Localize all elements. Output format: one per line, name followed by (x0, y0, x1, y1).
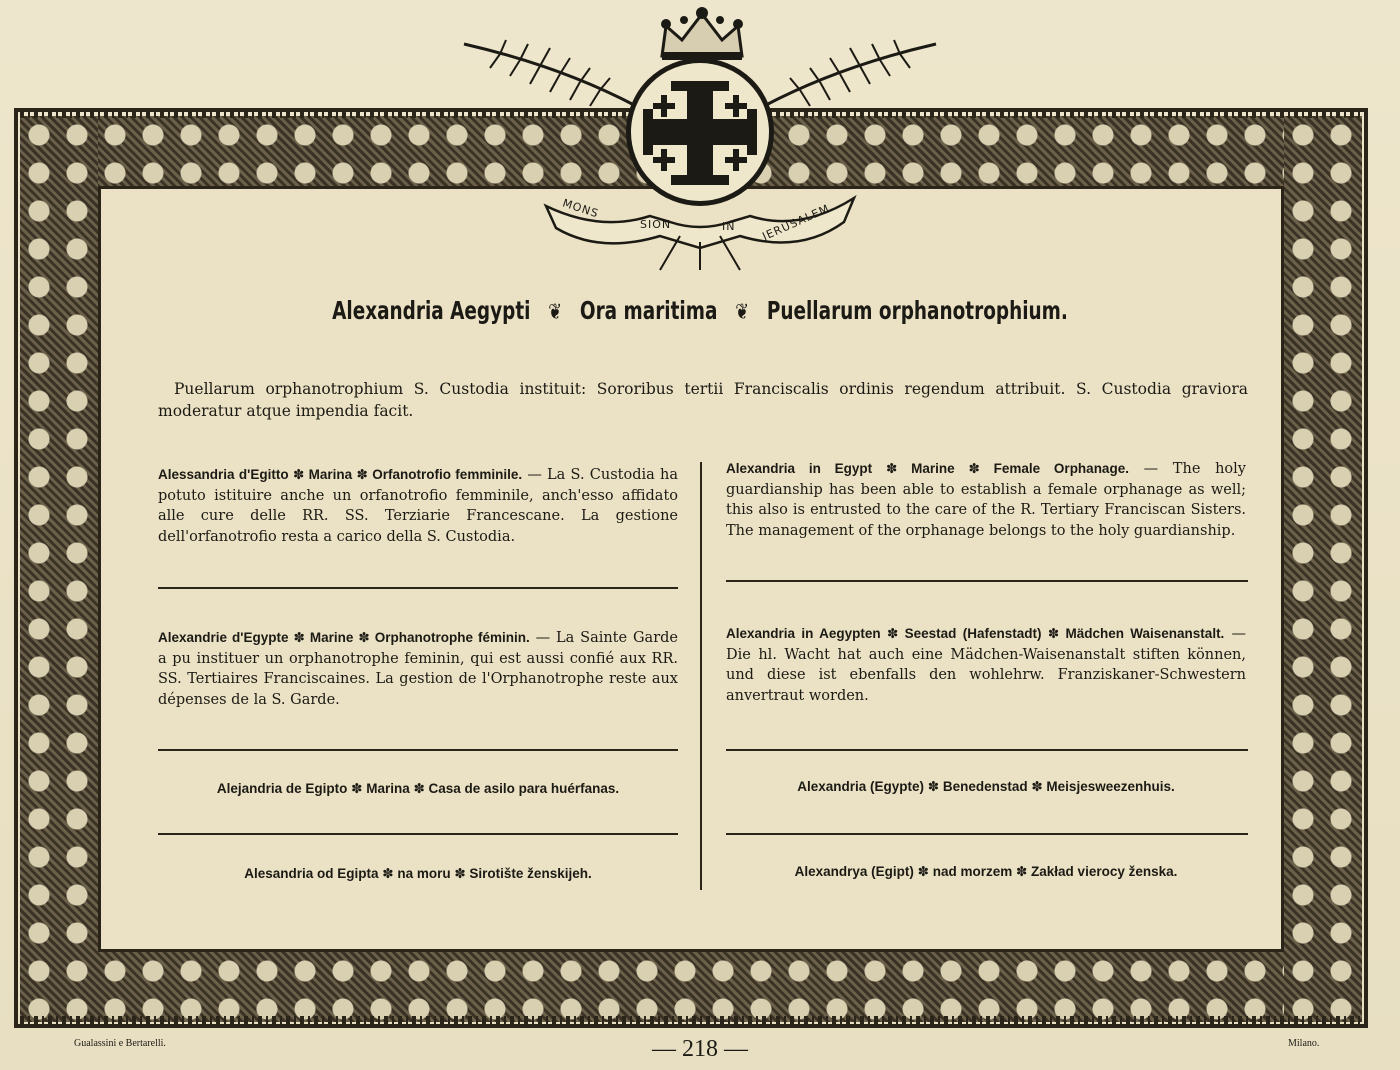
separator-rule (158, 587, 678, 589)
page-title (126, 296, 1274, 325)
french-body: — La Sainte Garde a pu instituer un orphanotrophe feminin, qui est aussi confié aux RR. SS. Tertiaires Franciscaines. La gestion de l'Orphanotrophe reste aux dépenses de la S. Garde. (158, 630, 678, 708)
spanish-heading: Alejandria de Egipto ✽ Marina ✽ Casa de asilo para huérfanas. (216, 781, 620, 796)
title-part-location: Ora maritima (579, 296, 718, 325)
cross-medallion (626, 58, 774, 206)
french-lead: Alexandrie d'Egypte ✽ Marine ✽ Orphanotrophe féminin. (158, 630, 530, 645)
german-body: — Die hl. Wacht hat auch eine Mädchen-Waisenanstalt stiften können, und diese ist ebenfalls den wohlehrw. Franziskaner-Schwestern anvertraut worden. (726, 626, 1246, 704)
page-number: — 218 — (652, 1036, 748, 1062)
motto-word-in: IN (722, 220, 736, 233)
border-band-bottom (20, 952, 1362, 1022)
italian-body: — La S. Custodia ha potuto istituire anche un orfanotrofio femminile, anch'esso affidato alle cure delle RR. SS. Terziarie Francescane. La gestione dell'orfanotrofio resta a carico della S. Custodia. (158, 467, 678, 545)
italian-lead: Alessandria d'Egitto ✽ Marina ✽ Orfanotrofio femminile. (158, 467, 523, 482)
city-credit: Milano. (1288, 1038, 1320, 1049)
dutch-heading: Alexandria (Egypte) ✽ Benedenstad ✽ Meisjesweezenhuis. (797, 779, 1175, 794)
english-paragraph (726, 459, 1246, 541)
english-lead: Alexandria in Egypt ✽ Marine ✽ Female Orphanage. (726, 461, 1129, 476)
palm-branch-right-icon (760, 36, 940, 116)
italian-paragraph (158, 465, 678, 547)
separator-rule (726, 749, 1248, 751)
jerusalem-cross-emblem (460, 6, 940, 276)
german-paragraph (726, 624, 1246, 706)
separator-rule (158, 833, 678, 835)
motto-word-jerusalem: JERUSALEM (760, 201, 832, 244)
separator-rule (158, 749, 678, 751)
title-part-institution: Puellarum orphanotrophium. (766, 296, 1068, 325)
crown-icon (652, 6, 752, 62)
separator-rule (726, 833, 1248, 835)
polish-heading: Alexandrya (Egipt) ✽ nad morzem ✽ Zakład vierocy ženska. (794, 864, 1178, 879)
fleur-ornament-icon: ❦ (735, 300, 749, 325)
column-divider (700, 462, 702, 890)
motto-word-sion: SION (640, 218, 672, 231)
english-body: — The holy guardianship has been able to establish a female orphanage as well; this also is entrusted to the care of the R. Tertiary Franciscan Sisters. The management of the orphanage belongs to the holy guardianship. (726, 461, 1246, 539)
separator-rule (726, 580, 1248, 582)
title-part-city: Alexandria Aegypti (332, 296, 531, 325)
croatian-heading: Alesandria od Egipta ✽ na moru ✽ Sirotište ženskijeh. (244, 866, 592, 881)
greek-key-strip-bottom (20, 1016, 1362, 1026)
french-paragraph (158, 628, 678, 710)
jerusalem-cross-icon (631, 63, 769, 201)
border-band-left (20, 116, 98, 1022)
fleur-ornament-icon: ❦ (548, 300, 563, 325)
printer-credit: Gualassini e Bertarelli. (74, 1038, 166, 1049)
palm-branch-left-icon (460, 36, 640, 116)
motto-word-mons: MONS (560, 196, 601, 221)
border-band-right (1284, 116, 1362, 1022)
german-lead: Alexandria in Aegypten ✽ Seestad (Hafenstadt) ✽ Mädchen Waisenanstalt. (726, 626, 1225, 641)
latin-paragraph: Puellarum orphanotrophium S. Custodia instituit: Sororibus tertii Franciscalis ordinis regendum attribuit. S. Custodia graviora moderatur atque impendia facit. (158, 380, 1248, 420)
